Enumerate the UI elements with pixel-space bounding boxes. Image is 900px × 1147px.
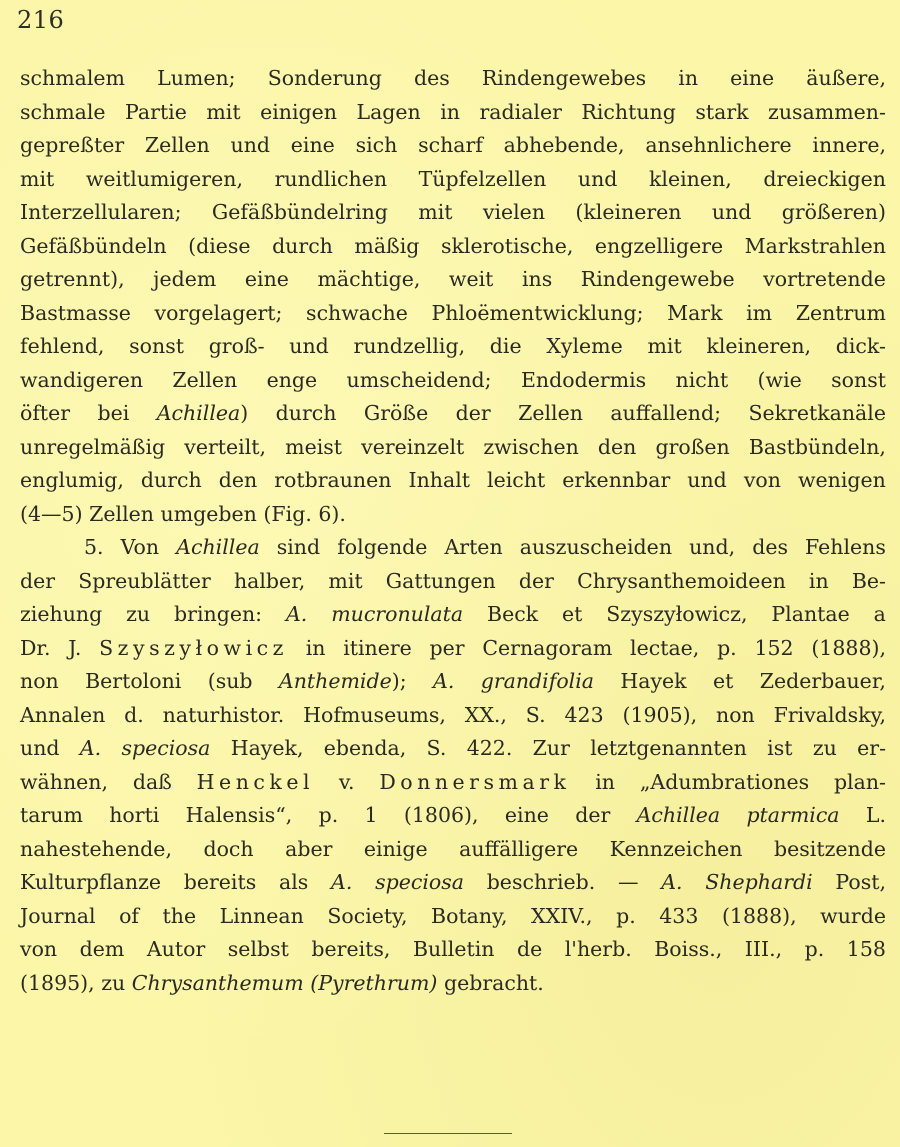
word: III., [744, 937, 783, 961]
word: vortretende [763, 267, 886, 291]
word: der [20, 568, 56, 593]
word: den [597, 434, 637, 459]
word: Zellen [144, 133, 210, 157]
word: dem [79, 937, 125, 961]
word: Zellen [518, 401, 583, 425]
word: ptarmica [746, 803, 840, 827]
word: a [873, 602, 886, 626]
word: (1888), [721, 903, 797, 928]
word: Hofmuseums, [303, 702, 446, 727]
word: besitzende [774, 836, 886, 861]
word: in [305, 635, 326, 660]
word: Bertoloni [85, 669, 182, 693]
word: wurde [820, 903, 886, 928]
word: eine [504, 803, 549, 827]
word: (4—5) [20, 501, 83, 526]
word: rundlichen [274, 166, 388, 191]
text-line [20, 531, 886, 565]
word: 423 [564, 702, 604, 727]
word: radialer [479, 99, 562, 124]
word: Dr. [20, 635, 51, 660]
word: durch [275, 401, 337, 425]
text-line [20, 196, 886, 230]
text-line [20, 297, 886, 331]
word: äußere, [806, 66, 886, 90]
word: Phloëmentwicklung; [431, 300, 644, 325]
word: doch [203, 836, 254, 861]
word: zu [126, 602, 151, 626]
word: einige [363, 836, 428, 861]
text-line [20, 833, 886, 867]
word: 433 [659, 903, 699, 928]
word: Arten [444, 535, 503, 559]
word: Plantae [771, 602, 850, 626]
word: Lagen [356, 99, 421, 124]
word: die [489, 334, 522, 358]
word: durch [272, 233, 333, 258]
word: Von [120, 535, 160, 559]
word: Kennzeichen [609, 836, 743, 861]
word: wenigen [797, 468, 886, 492]
word: (sub [207, 669, 253, 693]
word: A. [79, 736, 102, 760]
word: A. [433, 669, 455, 693]
word: schwache [306, 300, 408, 325]
word: im [746, 300, 773, 325]
word: bringen: [174, 602, 263, 626]
word: Achillea [636, 803, 721, 827]
word: (kleineren [575, 200, 682, 224]
text-line [20, 230, 886, 264]
word: XXIV., [531, 903, 593, 928]
word: mit [20, 166, 55, 191]
word: zu [812, 736, 837, 760]
word: mäßig [354, 233, 420, 258]
word: englumig, [20, 468, 124, 492]
word: non [716, 702, 755, 727]
word: Halensis“, [185, 803, 293, 827]
word: Achillea [176, 535, 260, 559]
word: fehlend, [20, 334, 105, 358]
word: bereits, [311, 937, 391, 961]
text-line [20, 933, 886, 967]
word: et [712, 669, 734, 693]
word: selbst [227, 937, 289, 961]
word: A. [331, 870, 353, 894]
word: v. [338, 769, 355, 794]
text-line [20, 129, 886, 163]
word: Chrysanthemoideen [577, 568, 786, 593]
word: Kulturpflanze [20, 870, 162, 894]
word: rotbraunen [274, 468, 392, 492]
word: auszuscheiden [519, 535, 673, 559]
word: Hayek, [230, 736, 304, 760]
word: sind [276, 535, 321, 559]
word: (wie [757, 367, 802, 392]
word: Endodermis [520, 367, 647, 392]
word: 152 [754, 635, 794, 660]
word: meist [285, 434, 343, 459]
text-line [20, 766, 886, 800]
word: mit [206, 99, 241, 124]
paragraph-anatomy [20, 62, 886, 531]
word: sonst [831, 367, 886, 392]
word: Szyszyłowicz [99, 635, 288, 660]
word: Bulletin [412, 937, 495, 961]
word: XX., [464, 702, 507, 727]
text-line [20, 699, 886, 733]
word: er- [857, 736, 886, 760]
word: zu [101, 970, 126, 995]
word: von [743, 468, 781, 492]
text-line [20, 799, 886, 833]
word: plan- [833, 769, 886, 794]
word: dick- [835, 334, 886, 358]
word: Partie [125, 99, 187, 124]
word: S. [525, 702, 546, 727]
word: Linnean [219, 903, 304, 928]
word: 422. [466, 736, 513, 760]
word: Zentrum [795, 300, 886, 325]
word: Frivaldsky, [773, 702, 886, 727]
word: abhebende, [503, 133, 625, 157]
word: Richtung [581, 99, 676, 124]
word: Rindengewebe [580, 267, 735, 291]
word: nicht [675, 367, 729, 392]
word: horti [109, 803, 160, 827]
word: enge [266, 367, 318, 392]
word: vereinzelt [361, 434, 465, 459]
text-line [20, 866, 886, 900]
word: mit [647, 334, 682, 358]
text-line [20, 565, 886, 599]
word: auffälligere [459, 836, 579, 861]
word: Cernagoram [482, 635, 613, 660]
word: und, [689, 535, 736, 559]
word: von [20, 937, 58, 961]
word: mit [418, 200, 453, 224]
word: auffallend; [610, 401, 722, 425]
word: S. [426, 736, 447, 760]
word: Be- [851, 568, 886, 593]
word: unregelmäßig [20, 434, 166, 459]
word: eine [290, 133, 335, 157]
word: in [678, 66, 699, 90]
word: innere, [812, 133, 886, 157]
word: A. [285, 602, 308, 626]
word: Bastmasse [20, 300, 131, 325]
word: des [413, 66, 450, 90]
word: Beck [487, 602, 539, 626]
word: und [230, 133, 271, 157]
word: „Adumbrationes [639, 769, 810, 794]
word: den [218, 468, 258, 492]
word: kleineren, [706, 334, 812, 358]
text-line [20, 598, 886, 632]
word: schmale [20, 99, 106, 124]
word: the [162, 903, 197, 928]
word: Gefäßbündelring [211, 200, 388, 224]
word: Henckel [196, 769, 315, 794]
word: Xyleme [546, 334, 623, 358]
word: letztgenannten [590, 736, 747, 760]
word: naturhistor. [162, 702, 285, 727]
word: d. [124, 702, 144, 727]
word: weit [448, 267, 494, 291]
word: Zellen [89, 501, 154, 526]
word: wandigeren [20, 367, 144, 392]
word: und [687, 468, 727, 492]
text-line [20, 364, 886, 398]
word: zusammen- [768, 99, 886, 124]
word: grandifolia [480, 669, 594, 693]
word: (1806), [403, 803, 479, 827]
word: dreieckigen [763, 166, 886, 191]
word: beschrieb. [486, 870, 596, 894]
word: der [575, 803, 611, 827]
text-line [20, 464, 886, 498]
word: ebenda, [323, 736, 407, 760]
word: größeren) [781, 200, 886, 224]
word: Zederbauer, [759, 669, 886, 693]
word: sich [355, 133, 398, 157]
page-number: 216 [17, 6, 65, 34]
word: Journal [20, 903, 96, 928]
word: weitlumigeren, [85, 166, 243, 191]
word: itinere [343, 635, 412, 660]
word: eine [244, 267, 289, 291]
word: A. [661, 870, 683, 894]
word: in [440, 99, 461, 124]
word: des [752, 535, 788, 559]
word: in [595, 769, 616, 794]
word: Bastbündeln, [748, 434, 886, 459]
word: (diese [188, 233, 251, 258]
word: Lumen; [157, 66, 236, 90]
word: Donnersmark [379, 769, 571, 794]
word: rundzellig, [353, 334, 466, 358]
text-line [20, 397, 886, 431]
word: lectae, [630, 635, 700, 660]
word: umgeben [160, 501, 257, 526]
word: Society, [327, 903, 408, 928]
word: sonst [129, 334, 184, 358]
word: leicht [487, 468, 546, 492]
word: p. [318, 803, 339, 827]
word: einigen [260, 99, 337, 124]
word: schmalem [20, 66, 125, 90]
text-line [20, 665, 886, 699]
word: Annalen [20, 702, 106, 727]
word: getrennt), [20, 267, 125, 291]
text-line [20, 732, 886, 766]
word: Hayek [620, 669, 687, 693]
word: Inhalt [408, 468, 470, 492]
text-line [20, 163, 886, 197]
word: aber [285, 836, 333, 861]
word: gebracht. [443, 970, 544, 995]
text-line [20, 263, 886, 297]
word: per [429, 635, 465, 660]
word: der [518, 568, 554, 593]
word: Shephardi [705, 870, 813, 894]
body-text [20, 62, 886, 1000]
word: Fehlens [805, 535, 886, 559]
word: und [577, 166, 618, 191]
word: Interzellularen; [20, 200, 182, 224]
word: erkennbar [562, 468, 671, 492]
word: vorgelagert; [154, 300, 283, 325]
word: L. [865, 803, 886, 827]
word: verteilt, [184, 434, 267, 459]
word: Rindengewebes [481, 66, 647, 90]
text-line [20, 330, 886, 364]
word: Boiss., [654, 937, 723, 961]
word: l'herb. [564, 937, 632, 961]
word: Spreublätter [78, 568, 211, 593]
word: öfter [20, 401, 71, 425]
word: jedem [153, 267, 217, 291]
word: 1 [364, 803, 378, 827]
word: und [289, 334, 329, 358]
word: Botany, [431, 903, 508, 928]
word: (Fig. [263, 501, 312, 526]
word: mächtige, [317, 267, 421, 291]
word: ist [767, 736, 793, 760]
word: Tüpfelzellen [418, 166, 547, 191]
word: non [20, 669, 59, 693]
word: durch [140, 468, 202, 492]
word: J. [68, 635, 82, 660]
word: Post, [835, 870, 886, 894]
word: mit [328, 568, 363, 593]
word: groß- [208, 334, 265, 358]
word: Szyszyłowicz, [606, 602, 748, 626]
word: Mark [667, 300, 723, 325]
word: sklerotische, [440, 233, 574, 258]
word: Sonderung [267, 66, 382, 90]
text-line [20, 431, 886, 465]
word: (1895), [20, 970, 95, 995]
word: scharf [418, 133, 483, 157]
word: p. [616, 903, 636, 928]
word: tarum [20, 803, 83, 827]
word: großen [655, 434, 730, 459]
word: folgende [337, 535, 428, 559]
word: 5. [84, 535, 104, 559]
end-rule [384, 1133, 512, 1134]
text-line [20, 96, 886, 130]
word: de [516, 937, 543, 961]
word: zwischen [483, 434, 579, 459]
word: stark [695, 99, 749, 124]
text-line [20, 900, 886, 934]
word: wähnen, [20, 769, 109, 794]
word: Zur [532, 736, 570, 760]
word: Markstrahlen [744, 233, 886, 258]
word: Gefäßbündeln [20, 233, 167, 258]
paragraph-species-list [20, 531, 886, 1000]
word: ins [521, 267, 553, 291]
word: engzelligere [594, 233, 724, 258]
word: eine [730, 66, 775, 90]
word: Achillea) [156, 401, 249, 425]
word: ansehnlichere [645, 133, 792, 157]
word: Größe [363, 401, 429, 425]
word: ziehung [20, 602, 103, 626]
word: bei [97, 401, 130, 425]
word: p. [717, 635, 737, 660]
word: 158 [846, 937, 886, 961]
word: der [455, 401, 491, 425]
text-line [20, 967, 886, 1001]
word: — [618, 870, 639, 894]
word: und [711, 200, 752, 224]
text-line [20, 498, 886, 532]
word: (1888), [811, 635, 886, 660]
word: in [808, 568, 829, 593]
word: Autor [146, 937, 206, 961]
word: kleinen, [649, 166, 732, 191]
word: p. [804, 937, 825, 961]
word: et [562, 602, 583, 626]
word: bereits [183, 870, 257, 894]
word: als [278, 870, 309, 894]
word: Anthemide); [278, 669, 407, 693]
word: nahestehende, [20, 836, 172, 861]
word: halber, [233, 568, 306, 593]
word: gepreßter [20, 133, 125, 157]
word: of [119, 903, 140, 928]
text-line [20, 62, 886, 96]
word: daß [132, 769, 172, 794]
word: (1905), [622, 702, 698, 727]
text-line [20, 632, 886, 666]
word: vielen [482, 200, 546, 224]
word: Chrysanthemum [131, 970, 304, 995]
word: speciosa [375, 870, 464, 894]
word: Gattungen [385, 568, 496, 593]
word: (Pyrethrum) [310, 970, 438, 995]
word: 6). [318, 501, 346, 526]
word: mucronulata [331, 602, 464, 626]
word: Sekretkanäle [748, 401, 886, 425]
word: und [20, 736, 60, 760]
word: umscheidend; [346, 367, 492, 392]
word: Zellen [172, 367, 238, 392]
word: speciosa [121, 736, 211, 760]
